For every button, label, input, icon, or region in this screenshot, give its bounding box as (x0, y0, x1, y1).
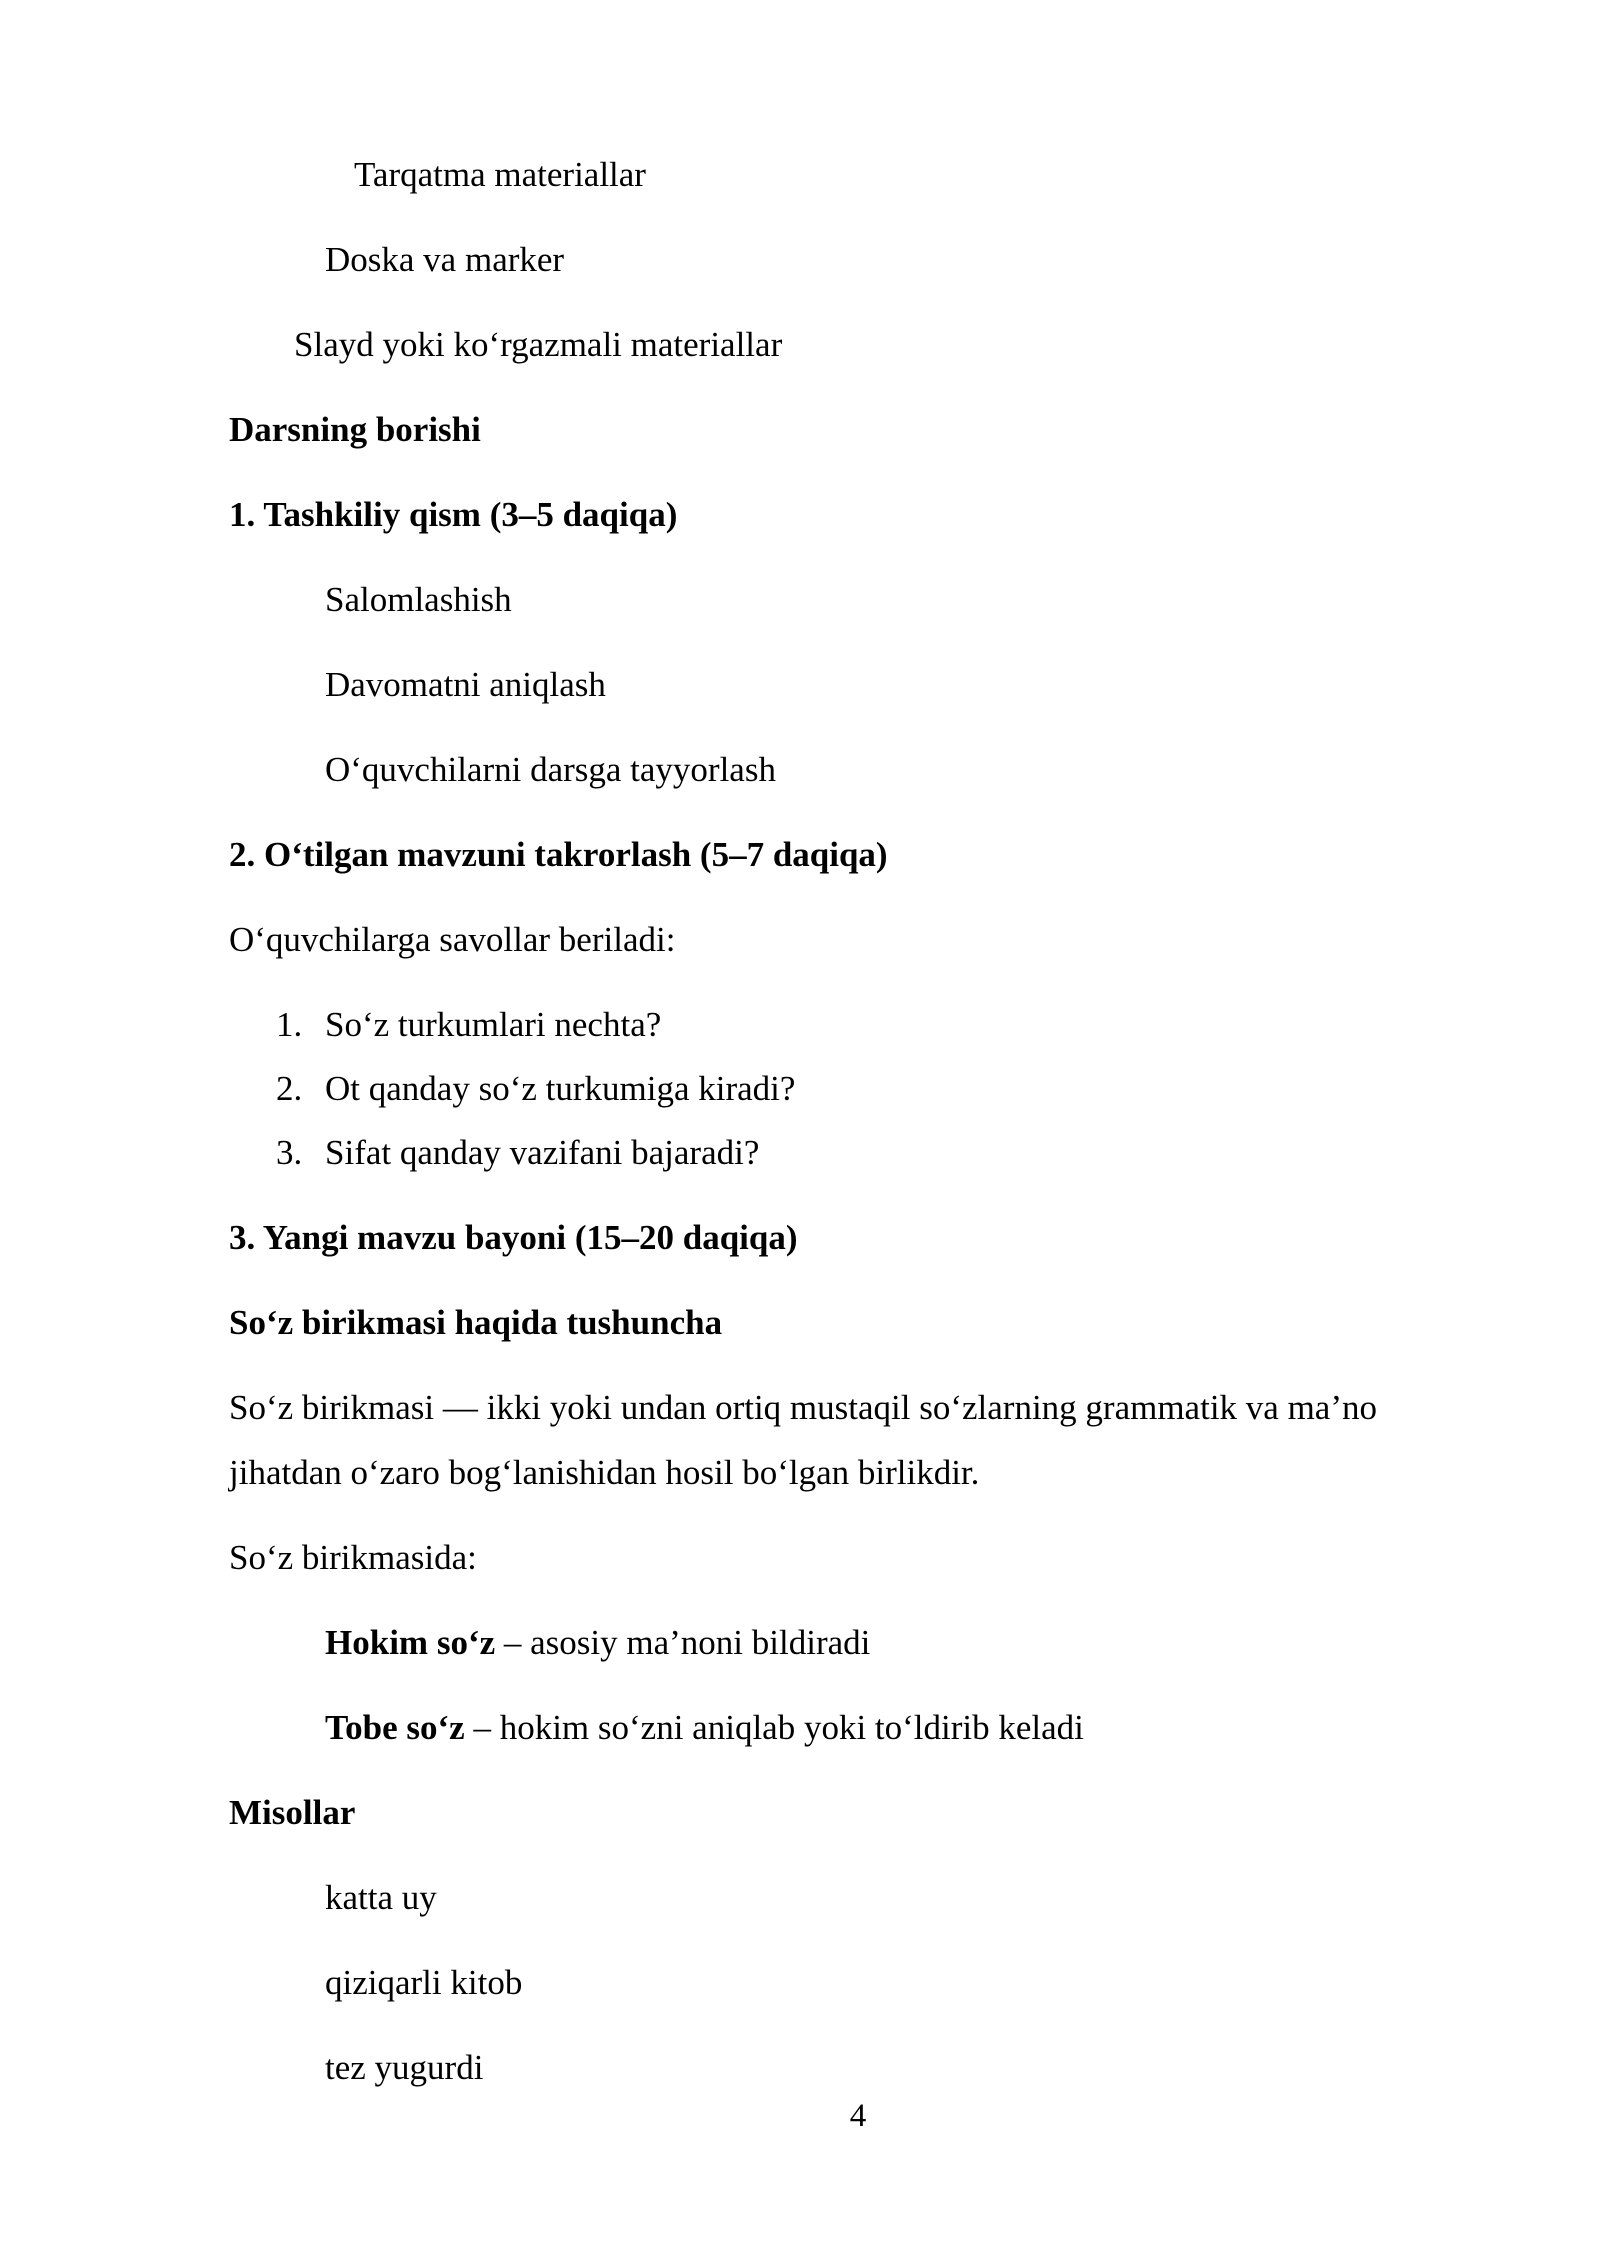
component-desc: – hokim so‘zni aniqlab yoki to‘ldirib keladi (464, 1708, 1084, 1747)
example-item: tez yugurdi (325, 2048, 484, 2087)
question-number: 1. (276, 1005, 303, 1044)
components-intro: So‘z birikmasida: (229, 1538, 477, 1577)
section2-intro: O‘quvchilarga savollar beriladi: (229, 920, 676, 959)
question-text: Ot qanday so‘z turkumiga kiradi? (325, 1069, 796, 1108)
component-desc: – asosiy ma’noni bildiradi (495, 1623, 871, 1662)
question-text: Sifat qanday vazifani bajaradi? (325, 1133, 760, 1172)
component-term: Hokim so‘z (325, 1623, 496, 1662)
section1-item: Davomatni aniqlash (325, 665, 606, 704)
section1-heading: 1. Tashkiliy qism (3–5 daqiqa) (229, 495, 678, 534)
material-item: Tarqatma materiallar (354, 155, 646, 194)
material-item: Doska va marker (325, 240, 565, 279)
component-item (325, 1706, 1084, 1750)
example-item: katta uy (325, 1878, 437, 1917)
section2-heading: 2. O‘tilgan mavzuni takrorlash (5–7 daqiqa) (229, 835, 888, 874)
material-item: Slayd yoki ko‘rgazmali materiallar (294, 325, 783, 364)
examples-heading: Misollar (229, 1793, 356, 1832)
section1-item: O‘quvchilarni darsga tayyorlash (325, 750, 776, 789)
lesson-heading: Darsning borishi (229, 410, 481, 449)
section3-subheading: So‘z birikmasi haqida tushuncha (229, 1303, 723, 1342)
definition-text: jihatdan o‘zaro bog‘lanishidan hosil bo‘lgan birlikdir. (229, 1453, 980, 1492)
example-item: qiziqarli kitob (325, 1963, 523, 2002)
section3-heading: 3. Yangi mavzu bayoni (15–20 daqiqa) (229, 1218, 798, 1257)
section1-item: Salomlashish (325, 580, 512, 619)
component-term: Tobe so‘z (325, 1708, 465, 1747)
page-number: 4 (849, 2098, 867, 2134)
question-number: 2. (276, 1069, 303, 1108)
component-item (325, 1621, 870, 1665)
question-text: So‘z turkumlari nechta? (325, 1005, 662, 1044)
question-number: 3. (276, 1133, 303, 1172)
definition-text: So‘z birikmasi — ikki yoki undan ortiq mustaqil so‘zlarning grammatik va ma’no (229, 1388, 1377, 1427)
